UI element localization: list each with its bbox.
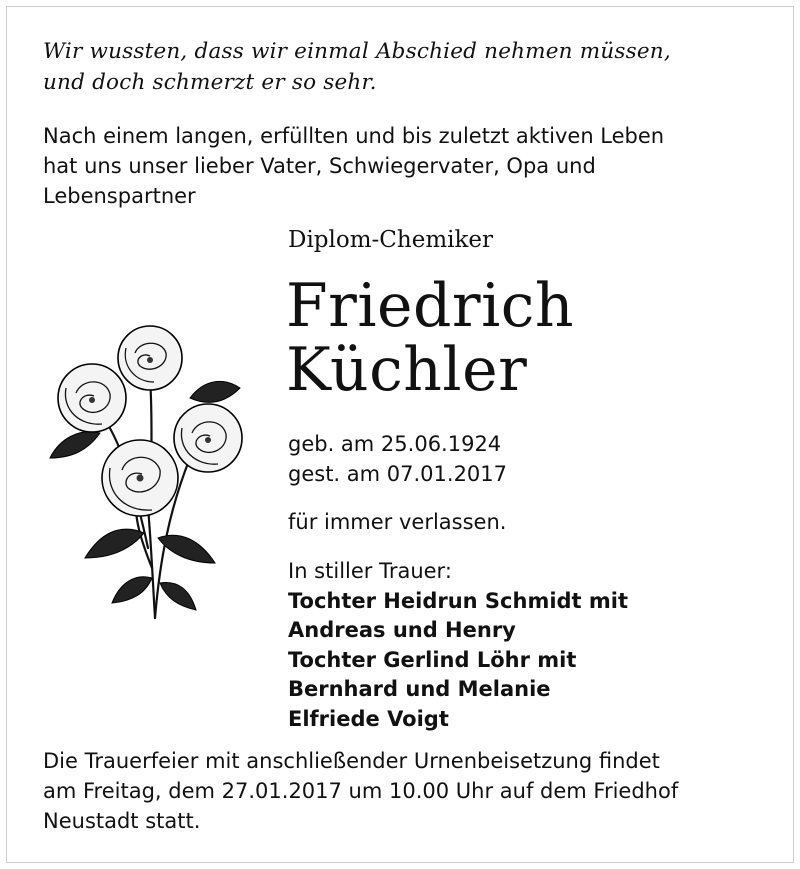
funeral-line: Die Trauerfeier mit anschließender Urnenbeisetzung findet xyxy=(43,749,660,773)
mourner-line: Andreas und Henry xyxy=(288,618,516,642)
intro-line: hat uns unser lieber Vater, Schwiegervater, Opa und xyxy=(43,154,596,178)
intro-line: Lebenspartner xyxy=(43,184,196,208)
mourner-line: Tochter Gerlind Löhr mit xyxy=(288,647,577,672)
death-date: gest. am 07.01.2017 xyxy=(288,462,508,486)
mourner-line: Tochter Heidrun Schmidt mit xyxy=(288,588,629,613)
funeral-info xyxy=(43,746,763,836)
left-us-text: für immer verlassen. xyxy=(288,510,507,534)
deceased-name xyxy=(286,271,575,405)
mourner-line: Bernhard und Melanie xyxy=(288,677,551,701)
funeral-line: Neustadt statt. xyxy=(43,809,201,833)
birth-date: geb. am 25.06.1924 xyxy=(288,432,502,456)
first-name: Friedrich xyxy=(286,271,575,341)
life-dates xyxy=(288,429,507,489)
funeral-line: am Freitag, dem 27.01.2017 um 10.00 Uhr auf dem Friedhof xyxy=(43,779,679,803)
roses-illustration-icon xyxy=(40,318,250,628)
mourners-heading: In stiller Trauer: xyxy=(288,559,452,583)
mourner-line: Elfriede Voigt xyxy=(288,706,449,731)
deceased-title: Diplom-Chemiker xyxy=(288,227,494,253)
farewell-quote xyxy=(43,36,763,98)
intro-line: Nach einem langen, erfüllten und bis zuletzt aktiven Leben xyxy=(43,124,665,148)
mourners-section xyxy=(288,557,628,734)
quote-line: und doch schmerzt er so sehr. xyxy=(43,70,377,95)
quote-line: Wir wussten, dass wir einmal Abschied nehmen müssen, xyxy=(43,39,671,64)
last-name: Küchler xyxy=(286,335,528,405)
intro-text xyxy=(43,121,763,211)
